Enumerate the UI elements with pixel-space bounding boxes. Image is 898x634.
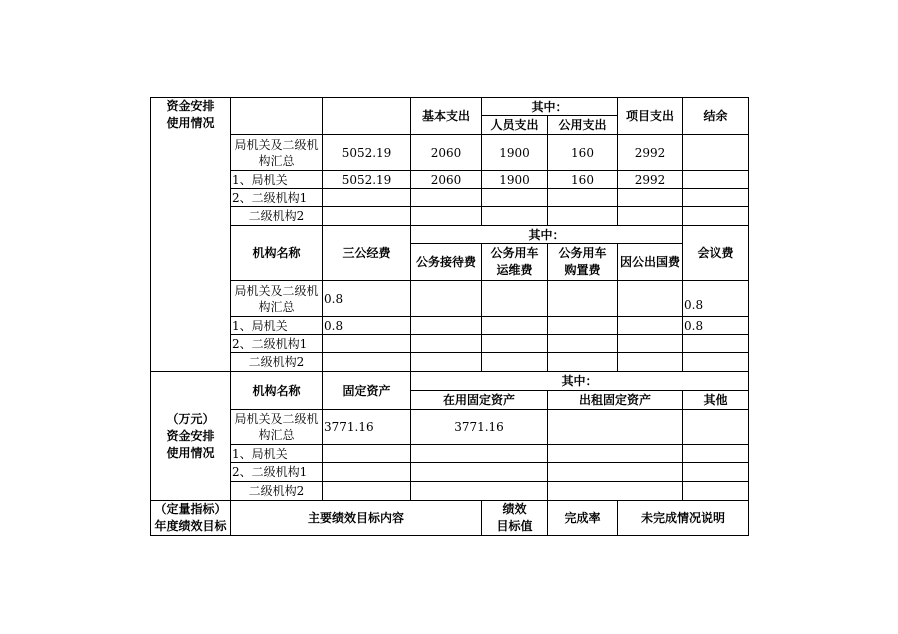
incomplete-explanation-header: 未完成情况说明: [618, 501, 749, 536]
overseas-travel-cell: [618, 353, 683, 372]
of-which-header: 其中：: [411, 372, 749, 391]
vehicle-operation-cell: [482, 281, 548, 317]
reception-expense-header: 公务接待费: [411, 244, 482, 281]
overseas-travel-cell: [618, 281, 683, 317]
in-use-assets-header: 在用固定资产: [411, 391, 548, 410]
project-expense-cell: 2992: [618, 171, 683, 189]
fixed-assets-cell: 3771.16: [323, 410, 411, 445]
meeting-expense-cell: 0.8: [683, 281, 749, 317]
three-public-cell: [323, 335, 411, 353]
personnel-expense-cell: 1900: [482, 135, 548, 171]
table-row: [151, 335, 749, 353]
other-assets-cell: [683, 445, 749, 463]
reception-cell: [411, 281, 482, 317]
target-value-header: 绩效 目标值: [482, 501, 548, 536]
budget-table: [150, 97, 749, 536]
balance-header: 结余: [683, 98, 749, 135]
assets-header-row: [151, 372, 749, 391]
table-row: [151, 410, 749, 445]
table-row: [151, 281, 749, 317]
empty-header-cell: [231, 98, 323, 135]
public-expense-header: 公用支出: [548, 116, 618, 135]
total-funds-cell: 5052.19: [323, 171, 411, 189]
vehicle-operation-cell: [482, 317, 548, 335]
personnel-expense-cell: 1900: [482, 171, 548, 189]
three-public-expense-header: 三公经费: [323, 226, 411, 281]
org-name-cell: 1、局机关: [231, 445, 323, 463]
funds-usage-side-label: 资金安排 使用情况: [151, 98, 231, 372]
fixed-assets-header: 固定资产: [323, 372, 411, 410]
balance-cell: [683, 189, 749, 207]
balance-cell: [683, 171, 749, 189]
assets-usage-side-label: （万元） 资金安排 使用情况: [151, 372, 231, 501]
vehicle-purchase-cell: [548, 335, 618, 353]
main-target-content-header: 主要绩效目标内容: [231, 501, 482, 536]
table-row: [151, 445, 749, 463]
three-public-cell: 0.8: [323, 281, 411, 317]
fixed-assets-cell: [323, 445, 411, 463]
meeting-expense-cell: [683, 353, 749, 372]
balance-cell: [683, 135, 749, 171]
reception-cell: [411, 317, 482, 335]
public-expense-cell: [548, 189, 618, 207]
vehicle-purchase-cell: [548, 281, 618, 317]
table-row: [151, 189, 749, 207]
overseas-travel-header: 因公出国费: [618, 244, 683, 281]
funds-header-row: [151, 98, 749, 116]
in-use-assets-cell: 3771.16: [411, 410, 548, 445]
org-name-cell: 二级机构2: [231, 482, 323, 501]
table-row: [151, 353, 749, 372]
other-assets-cell: [683, 410, 749, 445]
table-row: [151, 463, 749, 482]
org-name-cell: 2、二级机构1: [231, 335, 323, 353]
table-row: [151, 482, 749, 501]
in-use-assets-cell: [411, 445, 548, 463]
meeting-expense-header: 会议费: [683, 226, 749, 281]
org-name-header: 机构名称: [231, 372, 323, 410]
table-row: [151, 207, 749, 226]
completion-rate-header: 完成率: [548, 501, 618, 536]
total-funds-cell: 5052.19: [323, 135, 411, 171]
table-row: [151, 171, 749, 189]
fixed-assets-cell: [323, 482, 411, 501]
performance-target-side-label: （定量指标） 年度绩效目标: [151, 501, 231, 536]
meeting-expense-cell: 0.8: [683, 317, 749, 335]
empty-header-cell: [323, 98, 411, 135]
basic-expense-cell: [411, 189, 482, 207]
table-row: [151, 135, 749, 171]
table-row: [151, 317, 749, 335]
leased-assets-cell: [548, 463, 683, 482]
leased-assets-cell: [548, 482, 683, 501]
in-use-assets-cell: [411, 463, 548, 482]
org-name-cell: 局机关及二级机构汇总: [231, 281, 323, 317]
org-name-cell: 二级机构2: [231, 353, 323, 372]
project-expense-header: 项目支出: [618, 98, 683, 135]
vehicle-operation-cell: [482, 335, 548, 353]
performance-header-row: [151, 501, 749, 536]
project-expense-cell: [618, 207, 683, 226]
org-name-cell: 局机关及二级机构汇总: [231, 135, 323, 171]
vehicle-purchase-cell: [548, 317, 618, 335]
in-use-assets-cell: [411, 482, 548, 501]
personnel-expense-cell: [482, 189, 548, 207]
org-name-cell: 二级机构2: [231, 207, 323, 226]
project-expense-cell: 2992: [618, 135, 683, 171]
public-expense-cell: 160: [548, 135, 618, 171]
basic-expense-cell: [411, 207, 482, 226]
reception-cell: [411, 353, 482, 372]
of-which-header: 其中：: [411, 226, 683, 244]
leased-assets-header: 出租固定资产: [548, 391, 683, 410]
personnel-expense-cell: [482, 207, 548, 226]
overseas-travel-cell: [618, 317, 683, 335]
basic-expense-header: 基本支出: [411, 98, 482, 135]
basic-expense-cell: 2060: [411, 135, 482, 171]
meeting-expense-cell: [683, 335, 749, 353]
total-funds-cell: [323, 207, 411, 226]
org-name-cell: 2、二级机构1: [231, 189, 323, 207]
other-assets-cell: [683, 482, 749, 501]
vehicle-purchase-header: 公务用车 购置费: [548, 244, 618, 281]
public-expense-cell: 160: [548, 171, 618, 189]
vehicle-purchase-cell: [548, 353, 618, 372]
org-name-cell: 局机关及二级机构汇总: [231, 410, 323, 445]
fixed-assets-cell: [323, 463, 411, 482]
of-which-header: 其中：: [482, 98, 618, 116]
org-name-cell: 2、二级机构1: [231, 463, 323, 482]
other-assets-cell: [683, 463, 749, 482]
vehicle-operation-cell: [482, 353, 548, 372]
org-name-cell: 1、局机关: [231, 317, 323, 335]
leased-assets-cell: [548, 445, 683, 463]
basic-expense-cell: 2060: [411, 171, 482, 189]
public-expense-cell: [548, 207, 618, 226]
reception-cell: [411, 335, 482, 353]
total-funds-cell: [323, 189, 411, 207]
org-name-header: 机构名称: [231, 226, 323, 281]
project-expense-cell: [618, 189, 683, 207]
personnel-expense-header: 人员支出: [482, 116, 548, 135]
other-assets-header: 其他: [683, 391, 749, 410]
overseas-travel-cell: [618, 335, 683, 353]
three-public-cell: 0.8: [323, 317, 411, 335]
three-public-cell: [323, 353, 411, 372]
org-name-cell: 1、局机关: [231, 171, 323, 189]
balance-cell: [683, 207, 749, 226]
vehicle-operation-header: 公务用车 运维费: [482, 244, 548, 281]
leased-assets-cell: [548, 410, 683, 445]
three-public-header-row: [151, 226, 749, 244]
